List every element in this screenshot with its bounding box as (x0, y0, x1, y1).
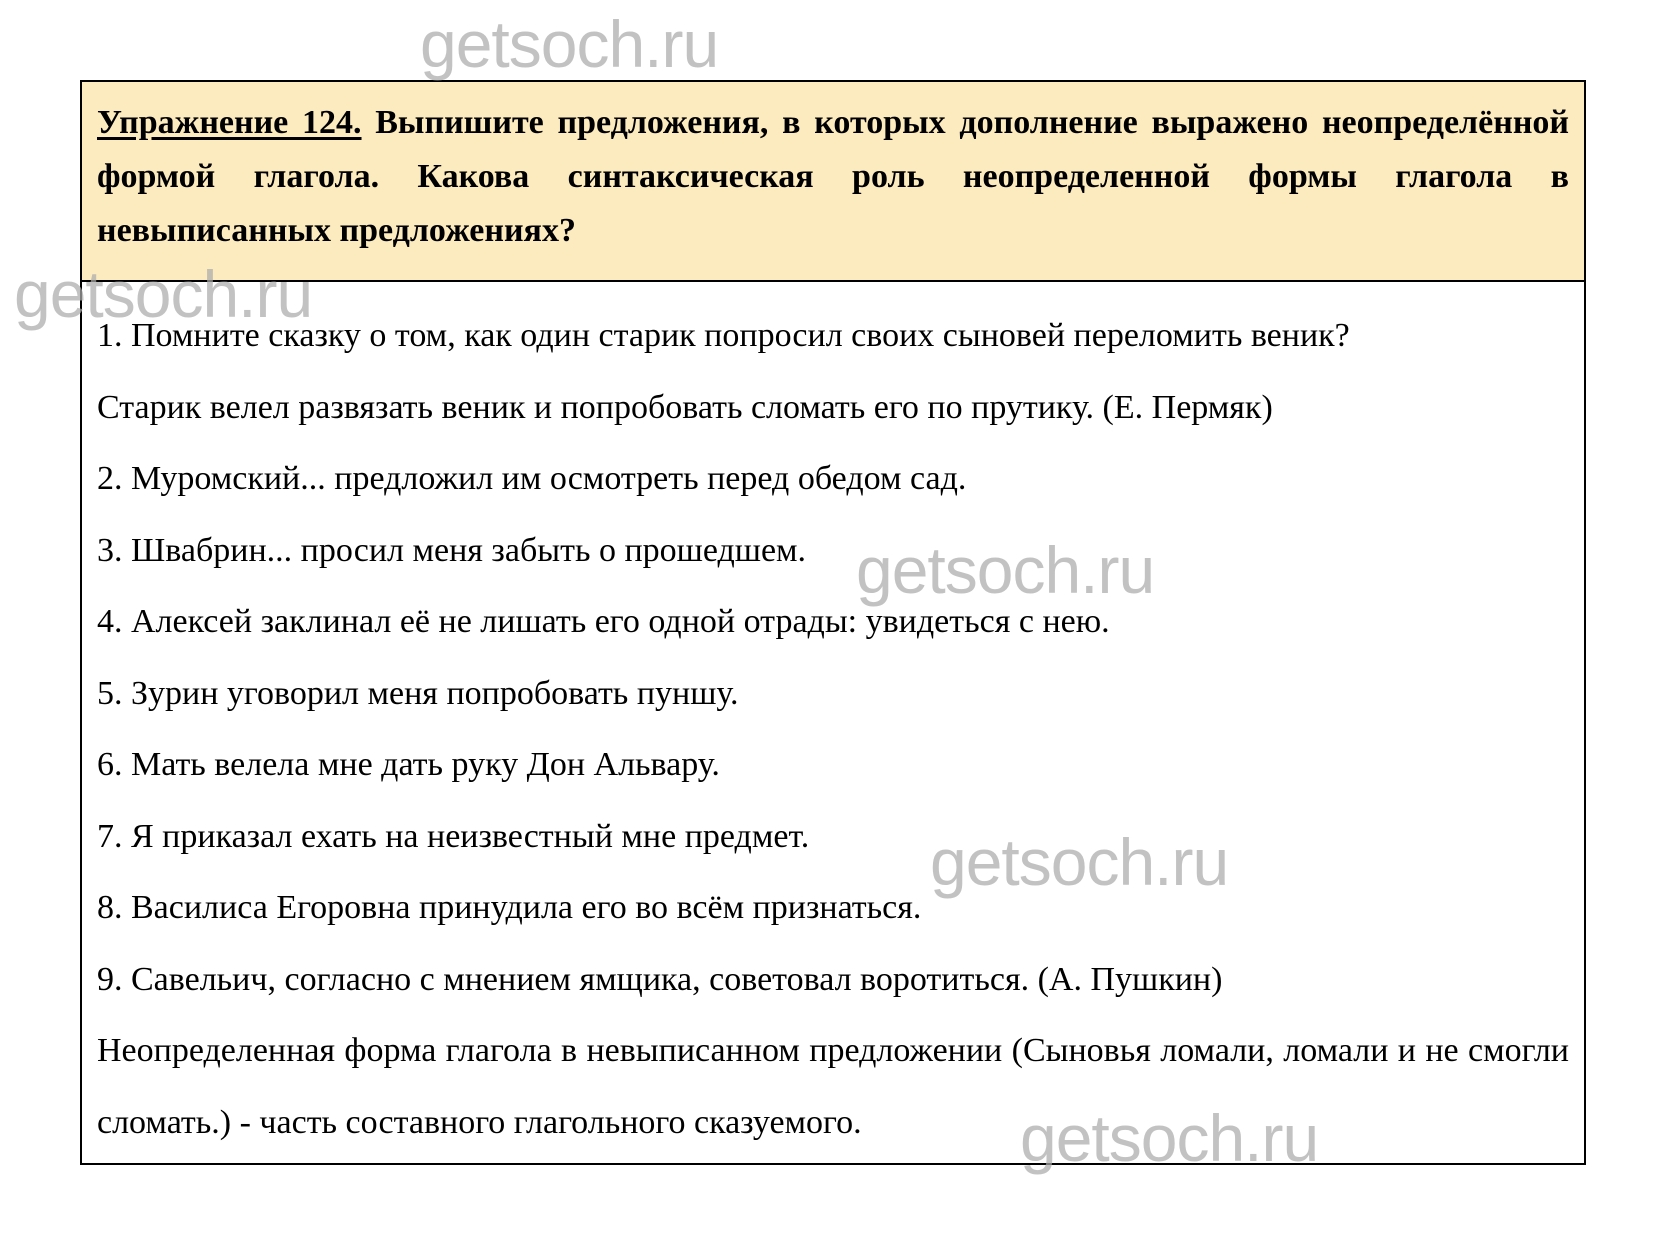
answer-conclusion: Неопределенная форма глагола в невыписанном предложении (Сыновья ломали, ломали и не смогли сломать.) - часть составного глагольного сказуемого. (97, 1032, 1569, 1141)
watermark-top: getsoch.ru (420, 7, 719, 81)
answer-line-7: 6. Мать велела мне дать руку Дон Альвару. (97, 746, 720, 783)
watermark-left: getsoch.ru (14, 257, 313, 331)
task-text: Выпишите предложения, в которых дополнение выражено неопределённой формой глагола. Какова синтаксическая роль неопределенной формы глагола в невыписанных предложениях? (97, 104, 1569, 249)
answer-body (82, 282, 1584, 1158)
answer-line-9: 8. Василиса Егоровна принудила его во всём признаться. (97, 889, 922, 926)
exercise-table (80, 80, 1586, 1165)
task-header (82, 82, 1584, 282)
answer-line-1: 1. Помните сказку о том, как один старик попросил своих сыновей переломить веник? (97, 317, 1350, 354)
answer-line-6: 5. Зурин уговорил меня попробовать пуншу. (97, 674, 739, 712)
watermark-middle: getsoch.ru (856, 533, 1155, 607)
answer-line-10: 9. Савельич, согласно с мнением ямщика, советовал воротиться. (А. Пушкин) (97, 960, 1223, 998)
answer-line-2: Старик велел развязать веник и попробовать сломать его по прутику. (Е. Пермяк) (97, 388, 1273, 426)
answer-line-3: 2. Муромский... предложил им осмотреть перед обедом сад. (97, 460, 967, 497)
watermark-bottom: getsoch.ru (1020, 1101, 1319, 1175)
answer-line-5: 4. Алексей заклинал её не лишать его одной отрады: увидеться с нею. (97, 603, 1110, 640)
watermark-lower: getsoch.ru (930, 825, 1229, 899)
exercise-number: Упражнение 124. (97, 104, 362, 141)
answer-line-8: 7. Я приказал ехать на неизвестный мне предмет. (97, 817, 810, 855)
answer-line-4: 3. Швабрин... просил меня забыть о прошедшем. (97, 531, 807, 569)
